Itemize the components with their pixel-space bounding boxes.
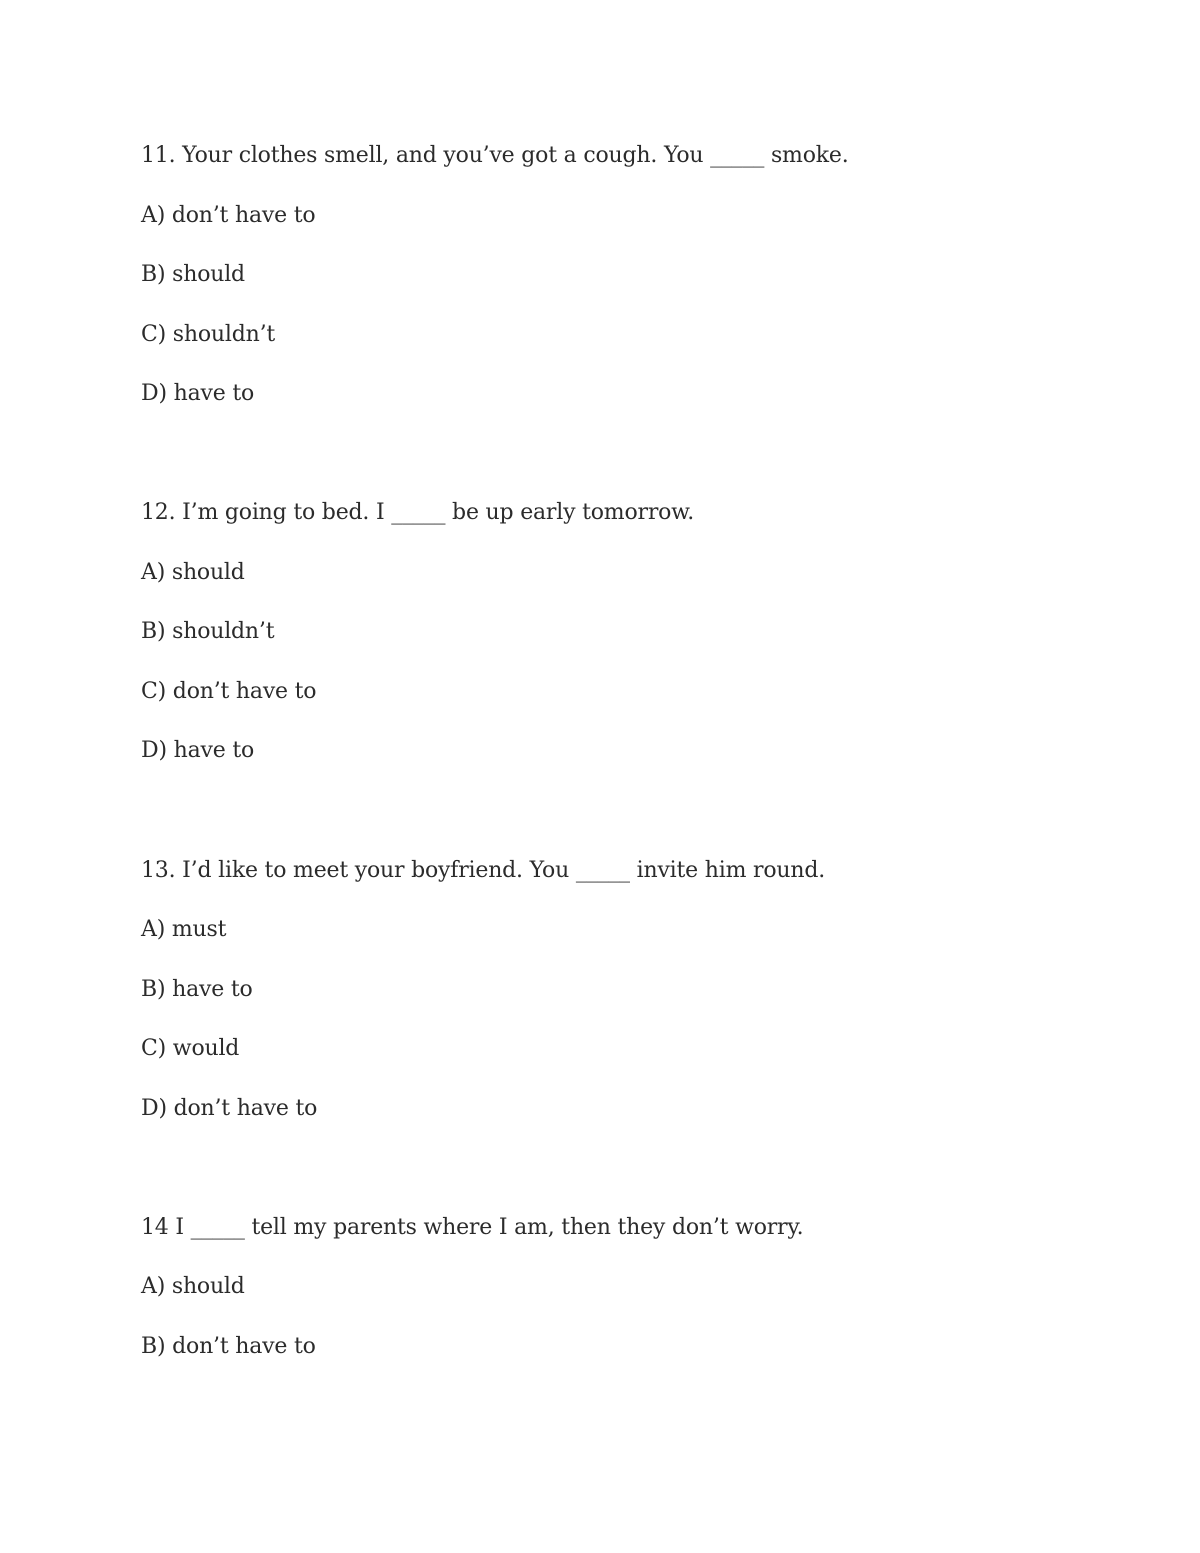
answer-option: D) have to	[141, 738, 255, 763]
answer-option: B) should	[141, 262, 245, 287]
answer-option: B) don’t have to	[141, 1334, 316, 1359]
answer-option: C) don’t have to	[141, 679, 317, 704]
answer-option: A) don’t have to	[141, 203, 316, 228]
answer-option: D) don’t have to	[141, 1096, 318, 1121]
answer-option: D) have to	[141, 381, 255, 406]
answer-option: C) shouldn’t	[141, 322, 276, 347]
answer-option: A) should	[141, 1274, 245, 1299]
question-text: 11. Your clothes smell, and you’ve got a cough. You _____ smoke.	[141, 143, 849, 168]
answer-option: B) shouldn’t	[141, 619, 275, 644]
answer-option: A) must	[141, 917, 227, 942]
answer-option: C) would	[141, 1036, 240, 1061]
question-text: 14 I _____ tell my parents where I am, then they don’t worry.	[141, 1215, 804, 1240]
question-text: 13. I’d like to meet your boyfriend. You _____ invite him round.	[141, 858, 826, 883]
answer-option: B) have to	[141, 977, 253, 1002]
answer-option: A) should	[141, 560, 245, 585]
question-text: 12. I’m going to bed. I _____ be up early tomorrow.	[141, 500, 694, 525]
